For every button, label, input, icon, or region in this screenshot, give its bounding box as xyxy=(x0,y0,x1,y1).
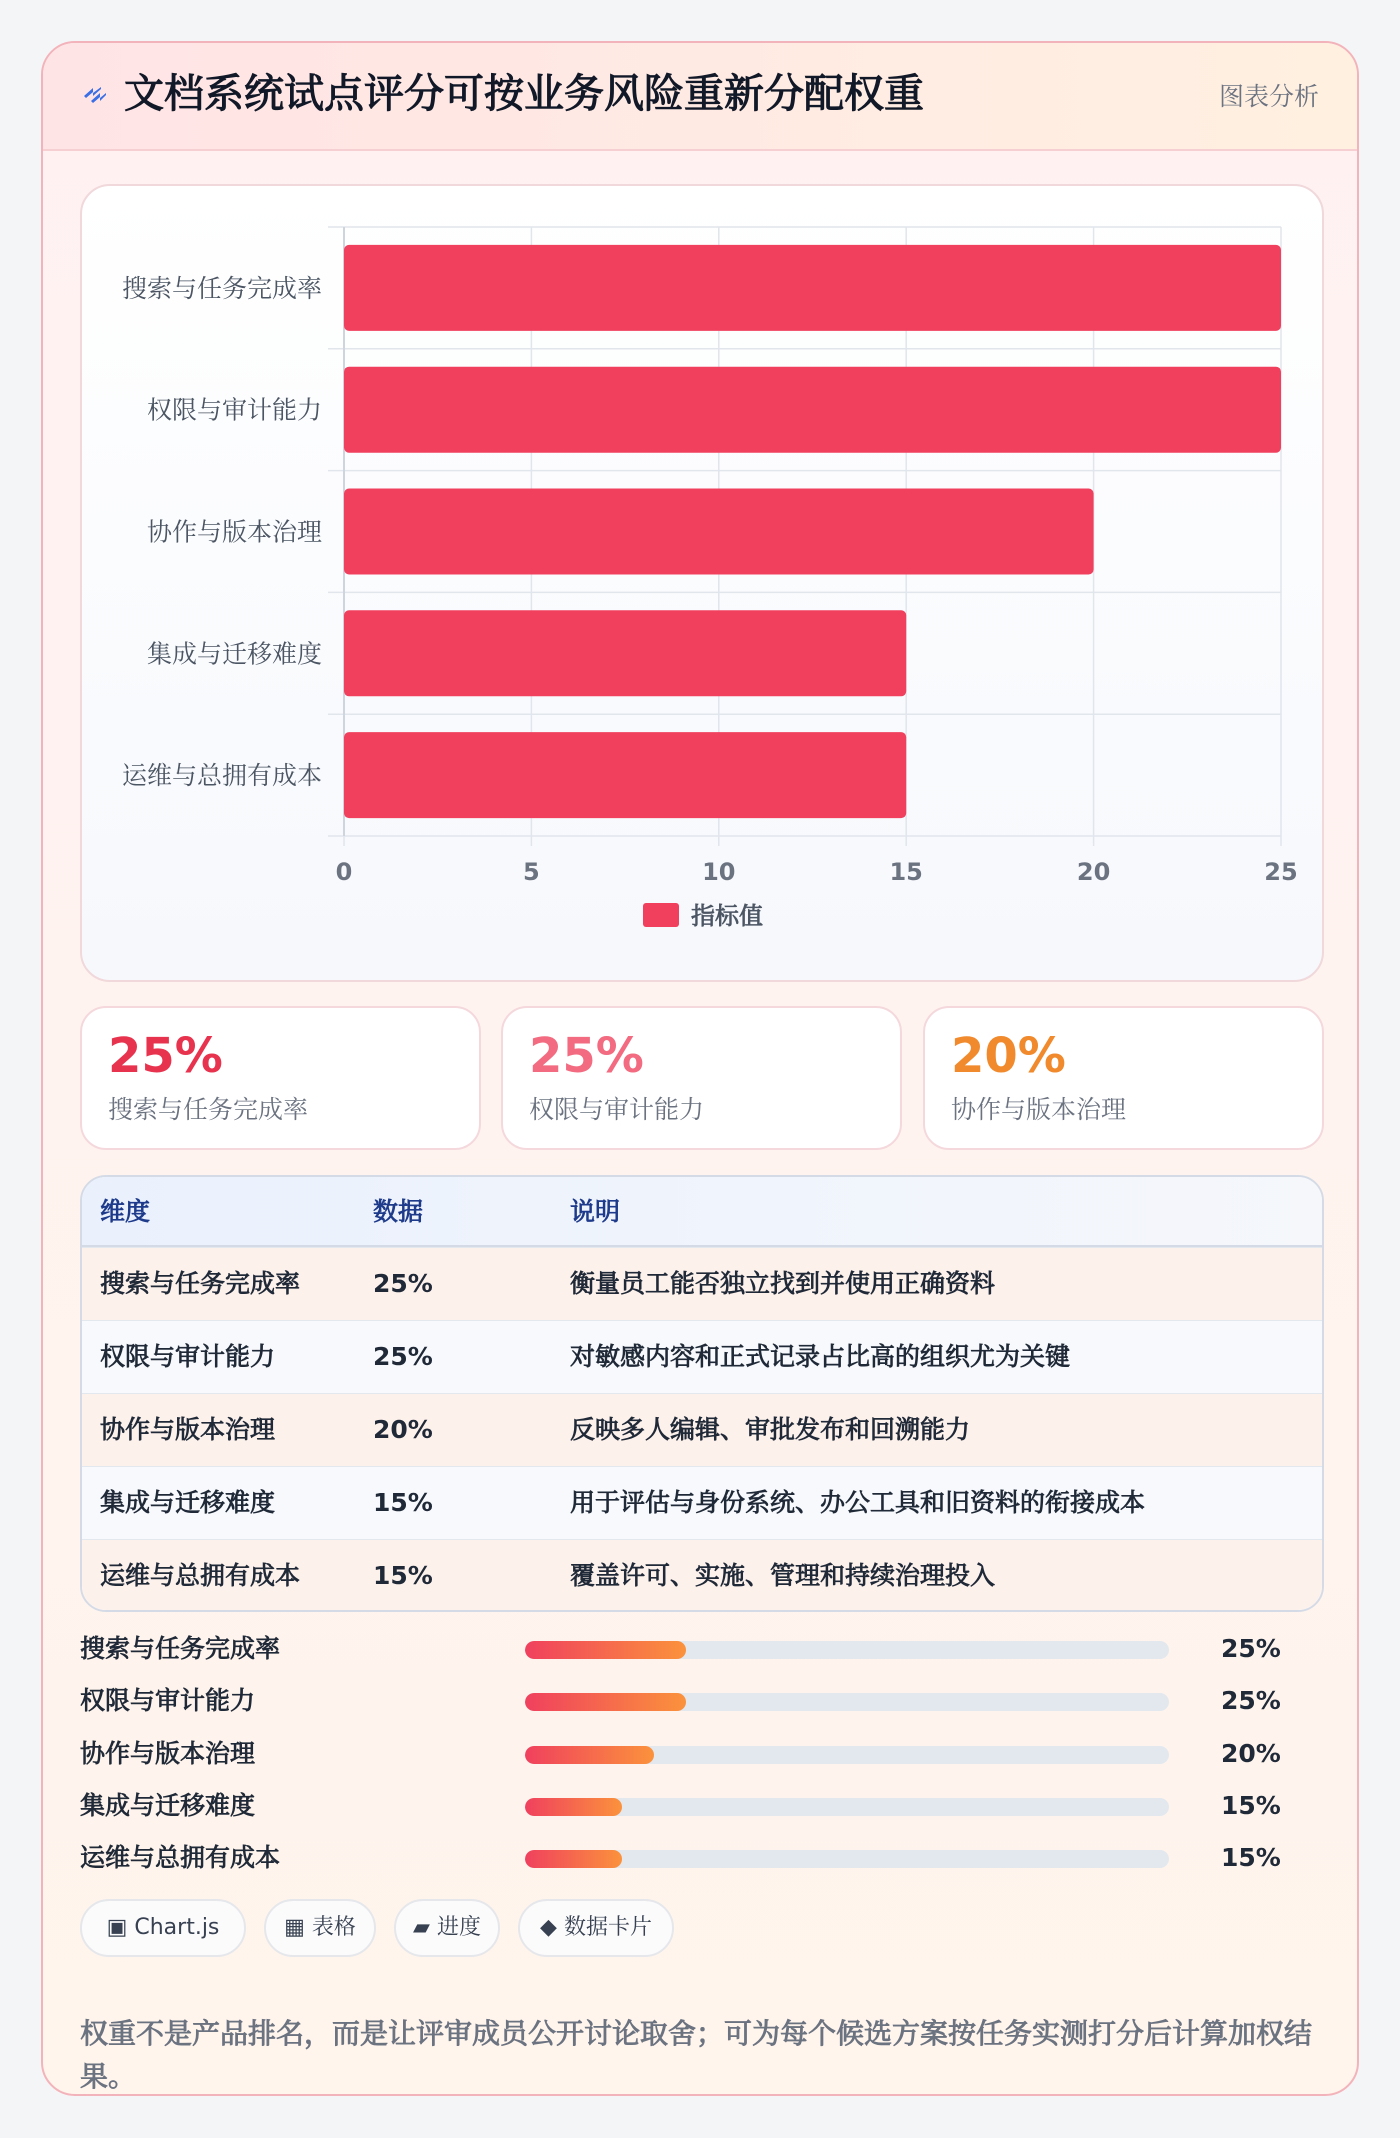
header xyxy=(43,43,1357,151)
y-tick-label: 集成与迁移难度 xyxy=(146,639,322,669)
progress-fill xyxy=(525,1746,654,1764)
table-header-dimension: 维度 xyxy=(100,1197,151,1226)
bar xyxy=(344,732,906,818)
bar xyxy=(344,610,906,696)
table-header-row xyxy=(82,1177,1322,1247)
bar-chart-panel xyxy=(80,184,1324,982)
table-row xyxy=(82,1247,1322,1320)
progress-fill xyxy=(525,1693,686,1711)
table-header-data: 数据 xyxy=(373,1197,424,1226)
table-cell-description: 衡量员工能否独立找到并使用正确资料 xyxy=(570,1269,996,1298)
chip-data-cards[interactable]: ◆ 数据卡片 xyxy=(518,1899,674,1957)
progress-label: 协作与版本治理 xyxy=(80,1739,256,1768)
table-cell-data: 15% xyxy=(373,1488,433,1517)
x-tick-label: 0 xyxy=(335,858,353,886)
bar-chart xyxy=(82,186,1326,984)
stat-value: 20% xyxy=(951,1028,1066,1084)
stat-label: 搜索与任务完成率 xyxy=(108,1095,309,1124)
table-cell-description: 反映多人编辑、审批发布和回溯能力 xyxy=(570,1415,971,1444)
progress-track xyxy=(525,1746,1169,1764)
progress-label: 集成与迁移难度 xyxy=(80,1791,256,1820)
progress-value: 20% xyxy=(1221,1739,1281,1768)
stat-cards xyxy=(80,1006,1324,1150)
table-header-description: 说明 xyxy=(570,1197,621,1226)
bar xyxy=(344,489,1094,575)
y-tick-label: 权限与审计能力 xyxy=(146,395,322,425)
table-cell-data: 20% xyxy=(373,1415,433,1444)
table-row xyxy=(82,1393,1322,1466)
progress-track xyxy=(525,1693,1169,1711)
report-card xyxy=(41,41,1359,2096)
table-row xyxy=(82,1320,1322,1393)
bar xyxy=(344,367,1281,453)
progress-label: 运维与总拥有成本 xyxy=(80,1843,281,1872)
x-tick-label: 25 xyxy=(1264,858,1298,886)
stat-card xyxy=(80,1006,481,1150)
stat-value: 25% xyxy=(108,1028,223,1084)
stat-label: 协作与版本治理 xyxy=(951,1095,1127,1124)
progress-fill xyxy=(525,1850,622,1868)
table-row xyxy=(82,1539,1322,1612)
progress-value: 15% xyxy=(1221,1843,1281,1872)
table-cell-description: 覆盖许可、实施、管理和持续治理投入 xyxy=(570,1561,996,1590)
data-table xyxy=(80,1175,1324,1612)
table-cell-dimension: 集成与迁移难度 xyxy=(100,1488,276,1517)
legend-label: 指标值 xyxy=(691,902,763,930)
table-row xyxy=(82,1466,1322,1539)
x-tick-label: 10 xyxy=(702,858,736,886)
table-cell-dimension: 搜索与任务完成率 xyxy=(100,1269,301,1298)
stat-label: 权限与审计能力 xyxy=(529,1095,705,1124)
table-cell-dimension: 运维与总拥有成本 xyxy=(100,1561,301,1590)
y-tick-label: 搜索与任务完成率 xyxy=(121,273,322,303)
stat-card xyxy=(501,1006,902,1150)
progress-fill xyxy=(525,1798,622,1816)
stat-card xyxy=(923,1006,1324,1150)
table-cell-data: 25% xyxy=(373,1342,433,1371)
progress-fill xyxy=(525,1641,686,1659)
progress-label: 权限与审计能力 xyxy=(80,1686,256,1715)
chip-table[interactable]: ▦ 表格 xyxy=(264,1899,376,1957)
table-cell-data: 15% xyxy=(373,1561,433,1590)
progress-label: 搜索与任务完成率 xyxy=(80,1634,281,1663)
progress-row xyxy=(80,1838,1324,1878)
x-tick-label: 15 xyxy=(889,858,923,886)
progress-value: 15% xyxy=(1221,1791,1281,1820)
y-tick-label: 运维与总拥有成本 xyxy=(121,761,322,791)
feature-chips xyxy=(80,1899,1324,1957)
chip-chartjs[interactable]: ▣ Chart.js xyxy=(80,1899,246,1957)
table-cell-dimension: 权限与审计能力 xyxy=(100,1342,276,1371)
chart-analysis-tag: 图表分析 xyxy=(1218,82,1319,111)
table-cell-description: 对敏感内容和正式记录占比高的组织尤为关键 xyxy=(570,1342,1071,1371)
progress-value: 25% xyxy=(1221,1634,1281,1663)
table-cell-data: 25% xyxy=(373,1269,433,1298)
x-tick-label: 20 xyxy=(1076,858,1111,886)
progress-value: 25% xyxy=(1221,1686,1281,1715)
footnote: 权重不是产品排名，而是让评审成员公开讨论取舍；可为每个候选方案按任务实测打分后计算加权结果。 xyxy=(80,2017,1313,2093)
stat-value: 25% xyxy=(529,1028,644,1084)
table-cell-description: 用于评估与身份系统、办公工具和旧资料的衔接成本 xyxy=(570,1488,1146,1517)
progress-row xyxy=(80,1681,1324,1721)
table-cell-dimension: 协作与版本治理 xyxy=(100,1415,276,1444)
y-tick-label: 协作与版本治理 xyxy=(146,517,322,547)
chip-progress[interactable]: ▰ 进度 xyxy=(394,1899,500,1957)
x-tick-label: 5 xyxy=(523,858,540,886)
progress-row xyxy=(80,1734,1324,1774)
bar xyxy=(344,245,1281,331)
page-title: 文档系统试点评分可按业务风险重新分配权重 xyxy=(124,71,924,117)
progress-track xyxy=(525,1850,1169,1868)
legend-swatch xyxy=(643,903,679,927)
progress-track xyxy=(525,1641,1169,1659)
progress-row xyxy=(80,1629,1324,1669)
progress-row xyxy=(80,1786,1324,1826)
progress-track xyxy=(525,1798,1169,1816)
bolt-icon xyxy=(80,79,110,109)
